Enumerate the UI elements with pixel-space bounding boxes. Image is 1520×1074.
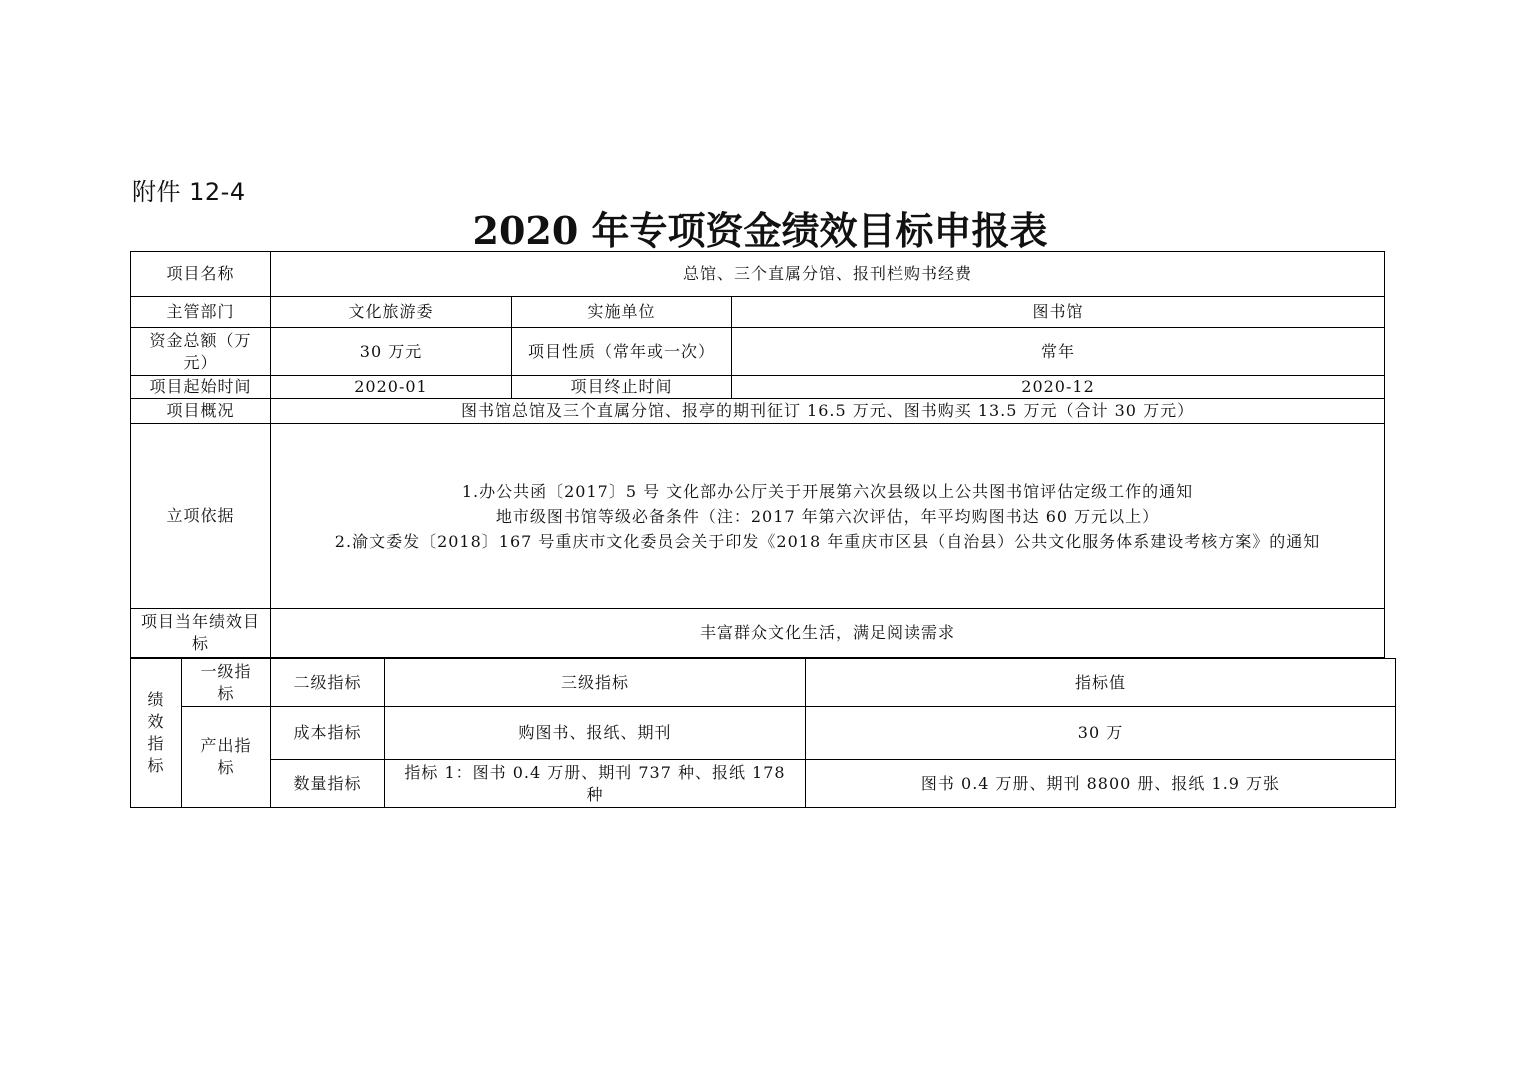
start-time-value: 2020-01 [271, 376, 512, 399]
project-info-table [130, 251, 1385, 658]
row-level3: 指标 1：图书 0.4 万册、期刊 737 种、报纸 178 种 [385, 760, 806, 808]
row-value: 30 万 [806, 707, 1396, 760]
unit-value: 图书馆 [732, 297, 1385, 328]
overview-value: 图书馆总馆及三个直属分馆、报亭的期刊征订 16.5 万元、图书购买 13.5 万元（合计 30 万元） [271, 399, 1385, 424]
amount-label: 资金总额（万元） [131, 328, 271, 376]
project-name-value: 总馆、三个直属分馆、报刊栏购书经费 [271, 252, 1385, 297]
goal-value: 丰富群众文化生活，满足阅读需求 [271, 609, 1385, 658]
nature-value: 常年 [732, 328, 1385, 376]
goal-label: 项目当年绩效目标 [131, 609, 271, 658]
basis-line: 1.办公共函〔2017〕5 号 文化部办公厅关于开展第六次县级以上公共图书馆评估定级工作的通知 [461, 481, 1194, 501]
basis-content [271, 424, 1385, 609]
overview-label: 项目概况 [131, 399, 271, 424]
start-time-label: 项目起始时间 [131, 376, 271, 399]
performance-indicator-table [130, 658, 1396, 808]
amount-value: 30 万元 [271, 328, 512, 376]
basis-label: 立项依据 [131, 424, 271, 609]
page-title: 2020 年专项资金绩效目标申报表 [472, 208, 1048, 253]
basis-line: 2.渝文委发〔2018〕167 号重庆市文化委员会关于印发《2018 年重庆市区县（自治县）公共文化服务体系建设考核方案》的通知 [334, 531, 1321, 551]
unit-label: 实施单位 [512, 297, 732, 328]
indicator-section-label: 绩效指标 [131, 659, 182, 808]
department-value: 文化旅游委 [271, 297, 512, 328]
header-level1: 一级指标 [182, 659, 271, 707]
basis-line: 地市级图书馆等级必备条件（注：2017 年第六次评估，年平均购图书达 60 万元以上） [495, 506, 1160, 526]
header-level3: 三级指标 [385, 659, 806, 707]
nature-label: 项目性质（常年或一次） [512, 328, 732, 376]
level1-output: 产出指标 [182, 707, 271, 808]
department-label: 主管部门 [131, 297, 271, 328]
row-level2: 数量指标 [271, 760, 385, 808]
row-level2: 成本指标 [271, 707, 385, 760]
end-time-value: 2020-12 [732, 376, 1385, 399]
row-value: 图书 0.4 万册、期刊 8800 册、报纸 1.9 万张 [806, 760, 1396, 808]
end-time-label: 项目终止时间 [512, 376, 732, 399]
annex-label: 附件 12-4 [132, 178, 246, 206]
header-value: 指标值 [806, 659, 1396, 707]
row-level3: 购图书、报纸、期刊 [385, 707, 806, 760]
header-level2: 二级指标 [271, 659, 385, 707]
project-name-label: 项目名称 [131, 252, 271, 297]
